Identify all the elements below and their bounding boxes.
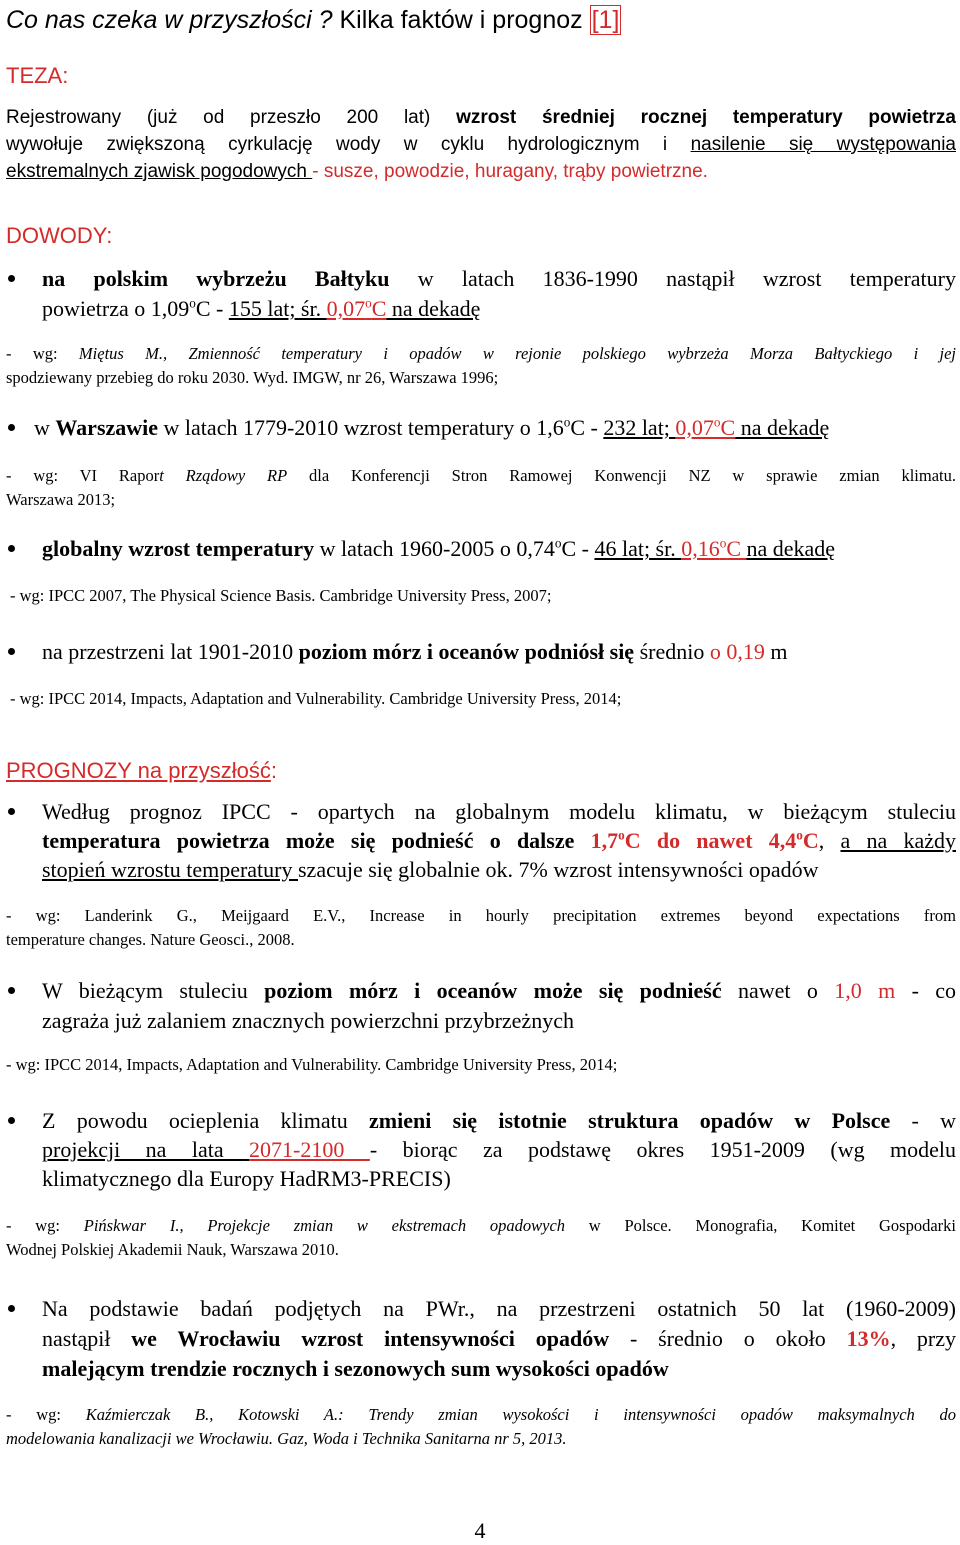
teza-t5: ekstremalnych zjawisk pogodowych xyxy=(6,161,313,182)
dowod-2-place: Warszawie xyxy=(55,415,159,440)
source-2-line-2: Warszawa 2013; xyxy=(6,490,116,509)
prognoza-3-line-2 xyxy=(42,1135,956,1164)
dowod-3 xyxy=(42,534,956,564)
bullet-icon xyxy=(6,422,20,436)
dowod-4-unit: m xyxy=(764,639,788,664)
prognoza-3-basis: - biorąc za podstawę okres 1951-2009 (wg modelu xyxy=(369,1137,957,1162)
source-5 xyxy=(6,904,956,952)
prognoza-2-tail: - co xyxy=(895,978,957,1003)
source-1-line-1 xyxy=(6,342,956,366)
prognoza-1-tail: szacuje się globalnie ok. 7% wzrost intensywności opadów xyxy=(298,857,819,882)
dowod-4 xyxy=(42,637,956,667)
rate-value: 0,16 xyxy=(681,536,720,561)
rate-unit: C xyxy=(720,415,736,440)
prognoza-1-bold: temperatura powietrza może się podnieść o dalsze xyxy=(42,828,591,853)
dowod-4-value: o 0,19 xyxy=(709,639,765,664)
prognoza-4-tail: , przy xyxy=(890,1326,957,1351)
source-title: , Zmienność temperatury i opadów w rejonie polskiego wybrzeża Morza Bał xyxy=(163,344,838,363)
prognozy-heading-1: PROGNOZY xyxy=(6,758,132,783)
teza-t6: - susze, powodzie, huragany, trąby powietrzne. xyxy=(312,161,708,182)
dowod-3-rate xyxy=(681,536,746,561)
teza-paragraph xyxy=(6,104,956,185)
prognoza-4-text: nastąpił xyxy=(42,1326,132,1351)
source-title: Projekcje zmian w ekstremach opadowych xyxy=(207,1216,566,1235)
source-7-line-2: Wodnej Polskiej Akademii Nauk, Warszawa 2010. xyxy=(6,1240,339,1259)
prognoza-1-underlined-2: stopień wzrostu temperatury xyxy=(42,857,298,882)
dowod-3-unit: C - xyxy=(561,536,595,561)
dowod-4-mid: średnio xyxy=(634,639,710,664)
prognoza-1-line-1: Według prognoz IPCC - opartych na globalnym modelu klimatu, w bieżącym stuleciu xyxy=(42,799,956,824)
bullet-icon xyxy=(6,1115,20,1129)
source-title: t Rządowy RP xyxy=(159,466,288,485)
teza-t2: wzrost średniej rocznej temperatury powietrza xyxy=(456,107,956,128)
dowody-heading: DOWODY: xyxy=(6,223,113,248)
prognoza-3-bold: zmieni się istotnie struktura opadów w Polsce xyxy=(369,1108,891,1133)
rate-unit: C xyxy=(371,296,387,321)
prognoza-4-value: 13% xyxy=(846,1326,891,1351)
dowod-2-rate xyxy=(675,415,735,440)
dowod-4-bold: poziom mórz i oceanów podniósł się xyxy=(298,639,635,664)
page-title xyxy=(6,4,956,36)
prognoza-3-tail: - w xyxy=(890,1108,957,1133)
rate-unit: C xyxy=(726,536,747,561)
degree-sup: o xyxy=(719,535,727,551)
source-6: - wg: IPCC 2014, Impacts, Adaptation and Vulnerability. Cambridge University Press, 2014; xyxy=(6,1055,618,1074)
dowod-2-text: w latach 1779-2010 wzrost temperatury o 1,6 xyxy=(158,415,564,440)
prognoza-2-line-1 xyxy=(42,976,956,1006)
prognozy-heading-2: na przyszłość xyxy=(131,758,271,783)
dowod-1-period: 155 lat; śr. xyxy=(228,296,327,321)
prognoza-3-line-3: klimatycznego dla Europy HadRM3-PRECIS) xyxy=(42,1166,451,1191)
prognoza-4-mid: - średnio o około xyxy=(609,1326,847,1351)
teza-line-2 xyxy=(6,131,956,158)
prognoza-3 xyxy=(42,1106,956,1193)
prognoza-3-line-1 xyxy=(42,1106,956,1135)
prognoza-2-text: W bieżącym stuleciu xyxy=(42,978,265,1003)
source-4: - wg: IPCC 2014, Impacts, Adaptation and Vulnerability. Cambridge University Press, 2014; xyxy=(10,689,622,708)
degree-sup: o xyxy=(713,414,721,430)
dowod-1-line-1 xyxy=(42,264,956,294)
source-author: Kaźmierczak B., Kotowski A. xyxy=(85,1405,339,1424)
source-2 xyxy=(6,464,956,512)
dowod-1-line-2 xyxy=(42,294,956,324)
source-author: Pińskwar I. xyxy=(83,1216,180,1235)
dowod-2-decade: na dekadę xyxy=(735,415,830,440)
teza-line-1 xyxy=(6,104,956,131)
rate-value: 0,07 xyxy=(326,296,366,321)
range-unit: C xyxy=(802,828,819,853)
prognoza-2-value: 1,0 m xyxy=(834,978,896,1003)
dowod-2-period: 232 lat; xyxy=(603,415,676,440)
source-prefix: - wg: xyxy=(6,1216,84,1235)
range-to: C do nawet 4,4 xyxy=(624,828,797,853)
source-title-cont: tyckiego i jej xyxy=(837,344,957,363)
dowod-3-decade: na dekadę xyxy=(746,536,836,561)
prognoza-4-line-1: Na podstawie badań podjętych na PWr., na przestrzeni ostatnich 50 lat (1960-2009) xyxy=(42,1296,956,1321)
degree-sup: o xyxy=(189,295,196,311)
prognoza-1-line-2 xyxy=(42,826,956,855)
dowod-2-prefix: w xyxy=(34,415,56,440)
degree-sup: o xyxy=(618,827,625,843)
prognoza-2 xyxy=(42,976,956,1036)
bullet-icon xyxy=(6,646,20,660)
dowod-4-text: na przestrzeni lat 1901-2010 xyxy=(42,639,299,664)
dowod-3-period: 46 lat; śr. xyxy=(594,536,682,561)
source-5-line-1: - wg: Landerink G., Meijgaard E.V., Increase in hourly precipitation extremes beyond expectations from xyxy=(6,906,956,925)
title-italic: Co nas czeka w przyszłości ? xyxy=(6,6,333,34)
prognoza-4 xyxy=(42,1294,956,1384)
degree-sup: o xyxy=(554,535,562,551)
title-rest: Kilka faktów i prognoz xyxy=(339,6,583,34)
source-prefix: - wg: xyxy=(6,1405,86,1424)
dowod-1-text: w latach 1836-1990 nastąpił wzrost temperatury xyxy=(389,266,956,291)
prognoza-1-line-3 xyxy=(42,855,956,884)
degree-sup: o xyxy=(796,827,803,843)
prognozy-heading-3: : xyxy=(270,758,278,783)
source-7-line-1 xyxy=(6,1214,956,1238)
source-8 xyxy=(6,1403,956,1451)
prognoza-2-line-2: zagraża już zalaniem znacznych powierzchni przybrzeżnych xyxy=(42,1008,574,1033)
dowod-2-unit: C - xyxy=(570,415,604,440)
prognoza-3-text: Z powodu ocieplenia klimatu xyxy=(42,1108,370,1133)
source-prefix: - wg: VI Rapor xyxy=(6,466,160,485)
source-1-line-2: spodziewany przebieg do roku 2030. Wyd. IMGW, nr 26, Warszawa 1996; xyxy=(6,368,499,387)
bullet-icon xyxy=(6,985,20,999)
bullet-icon xyxy=(6,273,20,287)
source-title: : Trendy zmian wysokości i intensywności opadów maksymalnych do xyxy=(338,1405,956,1424)
prognoza-1-comma: , xyxy=(818,828,841,853)
teza-t4: nasilenie się występowania xyxy=(690,134,956,155)
prognoza-2-mid: nawet o xyxy=(721,978,835,1003)
teza-t1: Rejestrowany (już od przeszło 200 lat) xyxy=(6,107,457,128)
dowod-1-place: na polskim wybrzeżu Bałtyku xyxy=(42,266,390,291)
bullet-icon xyxy=(6,543,20,557)
dowod-1-decade: na dekadę xyxy=(386,296,481,321)
source-8-line-2: modelowania kanalizacji we Wrocławiu. Gaz, Woda i Technika Sanitarna nr 5, 2013. xyxy=(6,1429,567,1448)
source-title-cont: w Polsce. Monografia, Komitet Gospodarki xyxy=(565,1216,956,1235)
source-2-line-1 xyxy=(6,464,956,488)
teza-heading: TEZA: xyxy=(6,63,69,88)
title-ref: [1] xyxy=(591,6,620,34)
dowod-1-rate xyxy=(327,296,387,321)
source-prefix: - wg: xyxy=(6,344,79,363)
prognoza-4-line-3: malejącym trendzie rocznych i sezonowych sum wysokości opadów xyxy=(42,1356,669,1381)
source-sep: , xyxy=(179,1216,208,1235)
bullet-icon xyxy=(6,1303,20,1317)
prognoza-4-bold: we Wrocławiu wzrost intensywności opadów xyxy=(131,1326,610,1351)
prognoza-1 xyxy=(42,797,956,884)
prognoza-2-bold: poziom mórz i oceanów może się podnieść xyxy=(264,978,722,1003)
teza-line-3 xyxy=(6,158,956,185)
prognoza-1-underlined: a na każdy xyxy=(840,828,956,853)
source-5-line-2: temperature changes. Nature Geosci., 2008. xyxy=(6,930,295,949)
prognoza-3-projection: projekcji na lata xyxy=(42,1137,250,1162)
teza-t3: wywołuje zwiększoną cyrkulację wody w cyklu hydrologicznym i xyxy=(6,134,691,155)
prognoza-1-range xyxy=(591,828,819,853)
dowod-1 xyxy=(42,264,956,324)
source-8-line-1 xyxy=(6,1403,956,1427)
source-1 xyxy=(6,342,956,390)
source-author: Miętus M. xyxy=(78,344,164,363)
source-3: - wg: IPCC 2007, The Physical Science Basis. Cambridge University Press, 2007; xyxy=(10,586,552,605)
dowod-3-lead: globalny wzrost temperatury xyxy=(42,536,315,561)
range-from: 1,7 xyxy=(590,828,619,853)
degree-sup: o xyxy=(365,295,372,311)
dowod-1-value: powietrza o 1,09 xyxy=(42,296,190,321)
bullet-icon xyxy=(6,806,20,820)
prognoza-3-years: 2071-2100 xyxy=(249,1137,370,1162)
page-number: 4 xyxy=(474,1518,486,1543)
dowod-2 xyxy=(34,413,948,443)
dowod-1-unit: C - xyxy=(195,296,229,321)
source-title-cont: dla Konferencji Stron Ramowej Konwencji NZ w sprawie zmian klimatu. xyxy=(287,466,956,485)
rate-value: 0,07 xyxy=(675,415,714,440)
prognozy-heading xyxy=(6,757,956,785)
degree-sup: o xyxy=(563,414,571,430)
dowod-3-text: w latach 1960-2005 o 0,74 xyxy=(314,536,555,561)
source-7 xyxy=(6,1214,956,1262)
prognoza-4-line-2 xyxy=(42,1324,956,1354)
